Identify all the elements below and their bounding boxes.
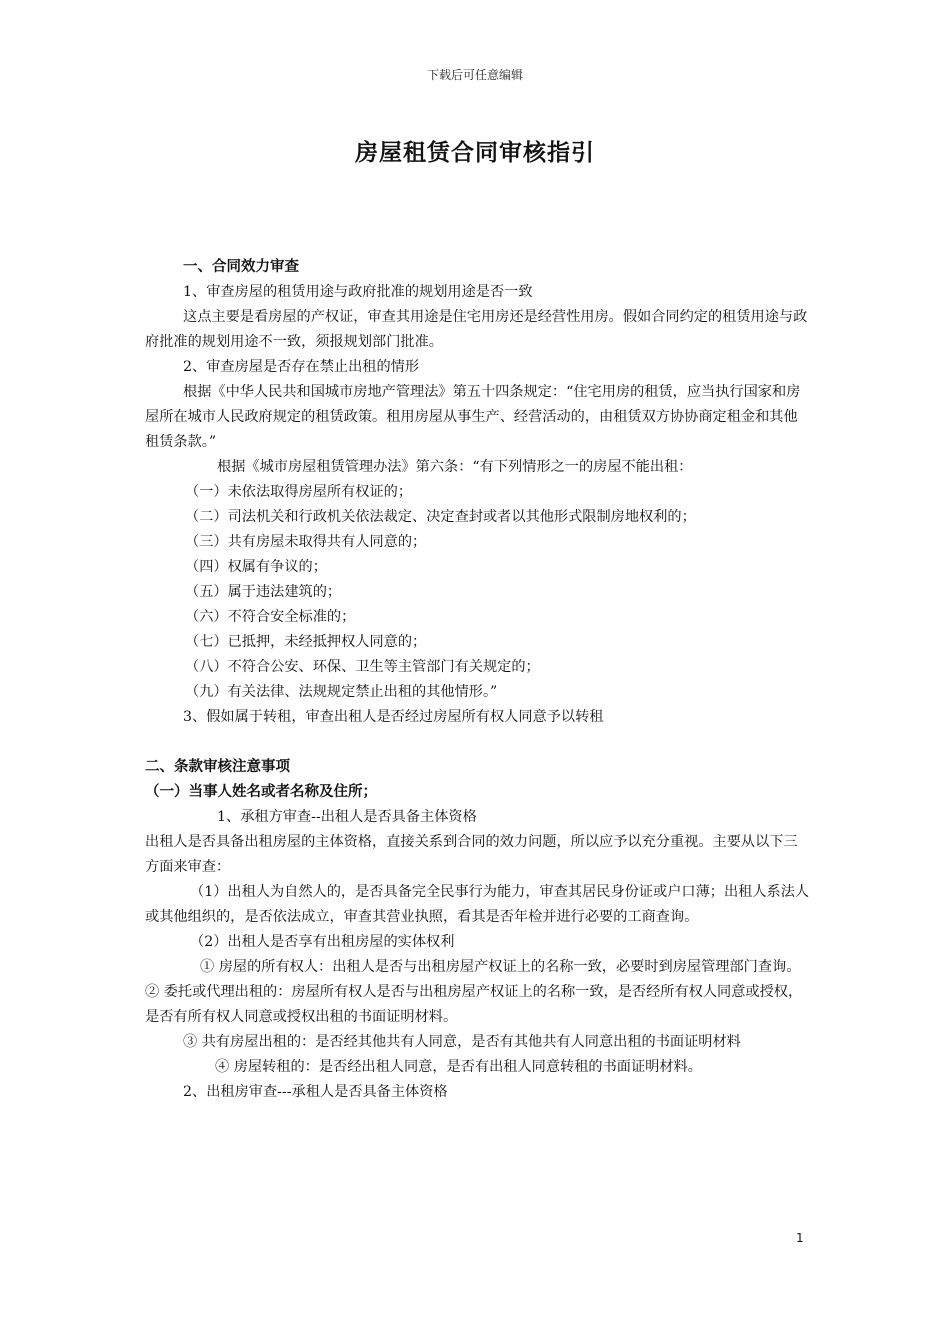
list-item: （三）共有房屋未取得共有人同意的； bbox=[185, 534, 427, 550]
paragraph: 1、审查房屋的租赁用途与政府批准的规划用途是否一致 bbox=[183, 284, 533, 300]
paragraph: ④ 房屋转租的：是否经出租人同意，是否有出租人同意转租的书面证明材料。 bbox=[215, 1059, 702, 1075]
document-title: 房屋租赁合同审核指引 bbox=[355, 140, 595, 166]
paragraph: 根据《中华人民共和国城市房地产管理法》第五十四条规定：“住宅用房的租赁，应当执行国家和房屋所在城市人民政府规定的租赁政策。租用房屋从事生产、经营活动的，由租赁双方协协商定租金和其他租赁条款。” bbox=[145, 384, 801, 450]
section-heading-2: 二、条款审核注意事项 bbox=[145, 759, 290, 775]
paragraph: （1）出租人为自然人的，是否具备完全民事行为能力，审查其居民身份证或户口薄；出租人系法人或其他组织的，是否依法成立，审查其营业执照，看其是否年检并进行必要的工商查询。 bbox=[145, 884, 810, 925]
paragraph: （2）出租人是否享有出租房屋的实体权利 bbox=[190, 934, 455, 950]
list-item: （六）不符合安全标准的； bbox=[185, 609, 356, 625]
list-item: （四）权属有争议的； bbox=[185, 559, 327, 575]
list-item: （九）有关法律、法规规定禁止出租的其他情形。” bbox=[185, 684, 498, 700]
paragraph: ③ 共有房屋出租的：是否经其他共有人同意，是否有其他共有人同意出租的书面证明材料 bbox=[183, 1034, 741, 1050]
list-item: （二）司法机关和行政机关依法裁定、决定查封或者以其他形式限制房地权利的； bbox=[185, 509, 696, 525]
paragraph: 1、承租方审查--出租人是否具备主体资格 bbox=[217, 809, 477, 825]
header-note: 下载后可任意编辑 bbox=[426, 68, 523, 82]
page-number: 1 bbox=[796, 1231, 804, 1245]
subsection-heading: （一）当事人姓名或者名称及住所； bbox=[145, 784, 377, 800]
paragraph: ① 房屋的所有权人：出租人是否与出租房屋产权证上的名称一致，必要时到房屋管理部门查询。 bbox=[200, 959, 801, 975]
paragraph: 这点主要是看房屋的产权证，审查其用途是住宅用房还是经营性用房。假如合同约定的租赁用途与政府批准的规划用途不一致，须报规划部门批准。 bbox=[145, 309, 808, 350]
list-item: （一）未依法取得房屋所有权证的； bbox=[185, 484, 413, 500]
list-item: （八）不符合公安、环保、卫生等主管部门有关规定的； bbox=[185, 659, 540, 675]
paragraph: 2、出租房审查---承租人是否具备主体资格 bbox=[183, 1084, 448, 1100]
list-item: （七）已抵押，未经抵押权人同意的； bbox=[185, 634, 427, 650]
section-heading-1: 一、合同效力审查 bbox=[183, 259, 299, 275]
paragraph: ② 委托或代理出租的：房屋所有权人是否与出租房屋产权证上的名称一致，是否经所有权人同意或授权，是否有所有权人同意或授权出租的书面证明材料。 bbox=[145, 984, 803, 1025]
paragraph: 2、审查房屋是否存在禁止出租的情形 bbox=[183, 359, 420, 375]
paragraph: 出租人是否具备出租房屋的主体资格，直接关系到合同的效力问题，所以应予以充分重视。主要从以下三方面来审查： bbox=[145, 834, 798, 875]
document-body bbox=[145, 255, 810, 1105]
paragraph: 3、假如属于转租，审查出租人是否经过房屋所有权人同意予以转租 bbox=[183, 709, 604, 725]
paragraph: 根据《城市房屋租赁管理办法》第六条：“有下列情形之一的房屋不能出租： bbox=[217, 459, 693, 475]
list-item: （五）属于违法建筑的； bbox=[185, 584, 342, 600]
